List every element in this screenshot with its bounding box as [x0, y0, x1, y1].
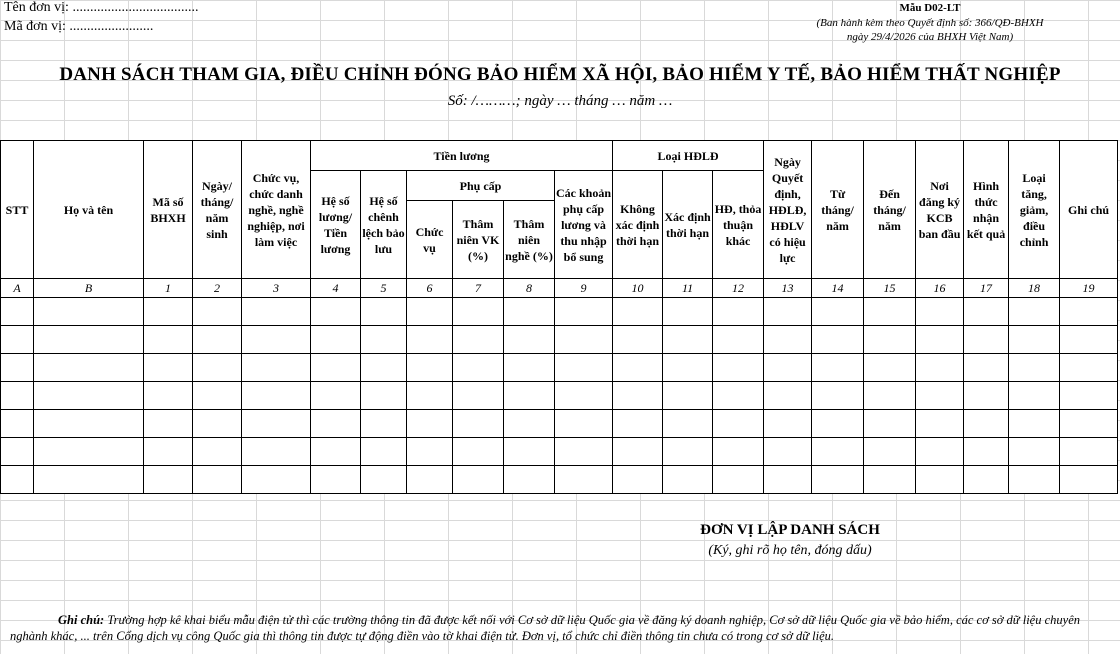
table-cell[interactable]	[613, 326, 663, 354]
header-social-insurance-number: Mã số BHXH	[144, 141, 193, 279]
table-cell[interactable]	[663, 466, 713, 494]
table-cell[interactable]	[144, 298, 193, 326]
table-cell[interactable]	[864, 382, 916, 410]
table-cell[interactable]	[34, 382, 144, 410]
table-cell[interactable]	[916, 438, 964, 466]
table-cell[interactable]	[916, 466, 964, 494]
column-number: 2	[193, 279, 242, 298]
column-number: 14	[812, 279, 864, 298]
table-cell[interactable]	[504, 438, 555, 466]
column-number: 15	[864, 279, 916, 298]
table-cell[interactable]	[193, 326, 242, 354]
header-allowance-group: Phụ cấp	[407, 171, 555, 201]
table-cell[interactable]	[663, 354, 713, 382]
table-row	[1, 382, 1118, 410]
footnote-text: Trường hợp kê khai biểu mẫu điện tử thì các trường thông tin đã được kết nối với Cơ sở dữ liệu Quốc gia về đăng ký doanh nghiệp, Cơ sở dữ liệu Quốc gia về bảo hiểm, các cơ sở dữ liệu chuyên nghành khác, ... trên Cổng dịch vụ công Quốc gia thì thông tin được tự động điền vào tờ khai điện tử. Đơn vị, tổ chức chỉ điền thông tin chưa có trong cơ sở dữ liệu.	[10, 613, 1080, 643]
column-number: 7	[453, 279, 504, 298]
table-cell[interactable]	[361, 298, 407, 326]
header-allowance-seniority-vk: Thâm niên VK (%)	[453, 201, 504, 279]
table-cell[interactable]	[453, 354, 504, 382]
table-cell[interactable]	[613, 382, 663, 410]
table-cell[interactable]	[663, 382, 713, 410]
table-cell[interactable]	[34, 410, 144, 438]
table-cell[interactable]	[1060, 326, 1118, 354]
table-cell[interactable]	[407, 410, 453, 438]
table-cell[interactable]	[663, 410, 713, 438]
table-cell[interactable]	[242, 438, 311, 466]
header-date-of-birth: Ngày/ tháng/ năm sinh	[193, 141, 242, 279]
header-stt: STT	[1, 141, 34, 279]
form-code: Mẫu D02-LT	[899, 2, 961, 14]
table-cell[interactable]	[1009, 354, 1060, 382]
table-cell[interactable]	[193, 298, 242, 326]
table-cell[interactable]	[812, 326, 864, 354]
table-cell[interactable]	[311, 466, 361, 494]
issued-by-line-2: ngày 29/4/2026 của BHXH Việt Nam)	[846, 31, 1014, 43]
table-cell[interactable]	[713, 298, 764, 326]
table-cell[interactable]	[764, 382, 812, 410]
table-cell[interactable]	[242, 382, 311, 410]
table-cell[interactable]	[555, 354, 613, 382]
table-cell[interactable]	[964, 298, 1009, 326]
table-cell[interactable]	[34, 326, 144, 354]
table-cell[interactable]	[144, 466, 193, 494]
table-cell[interactable]	[361, 410, 407, 438]
table-cell[interactable]	[361, 354, 407, 382]
header-definite-term: Xác định thời hạn	[663, 171, 713, 279]
table-cell[interactable]	[964, 466, 1009, 494]
table-cell[interactable]	[453, 410, 504, 438]
table-cell[interactable]	[1060, 298, 1118, 326]
table-cell[interactable]	[504, 326, 555, 354]
table-cell[interactable]	[1, 410, 34, 438]
table-cell[interactable]	[916, 354, 964, 382]
participant-table	[0, 140, 1118, 494]
table-cell[interactable]	[713, 354, 764, 382]
table-cell[interactable]	[407, 298, 453, 326]
table-cell[interactable]	[764, 410, 812, 438]
table-cell[interactable]	[864, 298, 916, 326]
table-cell[interactable]	[453, 298, 504, 326]
table-cell[interactable]	[1060, 382, 1118, 410]
table-cell[interactable]	[812, 410, 864, 438]
table-cell[interactable]	[764, 326, 812, 354]
table-cell[interactable]	[663, 326, 713, 354]
column-number: 13	[764, 279, 812, 298]
table-cell[interactable]	[311, 382, 361, 410]
table-cell[interactable]	[964, 382, 1009, 410]
table-cell[interactable]	[1009, 438, 1060, 466]
table-cell[interactable]	[242, 410, 311, 438]
table-cell[interactable]	[34, 466, 144, 494]
table-cell[interactable]	[812, 466, 864, 494]
table-cell[interactable]	[964, 410, 1009, 438]
document-title: DANH SÁCH THAM GIA, ĐIỀU CHỈNH ĐÓNG BẢO HIỂM XÃ HỘI, BẢO HIỂM Y TẾ, BẢO HIỂM THẤT NGHIỆP	[59, 64, 1061, 85]
table-cell[interactable]	[713, 326, 764, 354]
table-cell[interactable]	[407, 326, 453, 354]
table-cell[interactable]	[812, 438, 864, 466]
table-cell[interactable]	[1060, 410, 1118, 438]
column-number: B	[34, 279, 144, 298]
table-cell[interactable]	[193, 410, 242, 438]
header-healthcare-registration: Nơi đăng ký KCB ban đầu	[916, 141, 964, 279]
table-cell[interactable]	[812, 354, 864, 382]
table-cell[interactable]	[663, 298, 713, 326]
table-cell[interactable]	[916, 326, 964, 354]
table-cell[interactable]	[311, 438, 361, 466]
table-row	[1, 466, 1118, 494]
header-salary-coefficient: Hệ số lương/ Tiền lương	[311, 171, 361, 279]
table-row	[1, 410, 1118, 438]
table-cell[interactable]	[504, 410, 555, 438]
table-cell[interactable]	[1009, 298, 1060, 326]
table-cell[interactable]	[193, 466, 242, 494]
table-cell[interactable]	[555, 438, 613, 466]
table-cell[interactable]	[1, 382, 34, 410]
table-cell[interactable]	[1009, 382, 1060, 410]
header-indefinite-term: Không xác định thời hạn	[613, 171, 663, 279]
column-number: 12	[713, 279, 764, 298]
table-cell[interactable]	[407, 382, 453, 410]
footnote	[10, 612, 1118, 644]
table-cell[interactable]	[613, 438, 663, 466]
table-cell[interactable]	[916, 298, 964, 326]
table-cell[interactable]	[144, 438, 193, 466]
table-cell[interactable]	[1060, 438, 1118, 466]
table-cell[interactable]	[504, 298, 555, 326]
header-salary-group: Tiền lương	[311, 141, 613, 171]
table-cell[interactable]	[864, 354, 916, 382]
table-cell[interactable]	[144, 382, 193, 410]
unit-code-line: Mã đơn vị: ........................	[4, 19, 154, 34]
table-cell[interactable]	[1, 326, 34, 354]
table-cell[interactable]	[193, 438, 242, 466]
table-cell[interactable]	[864, 438, 916, 466]
table-cell[interactable]	[311, 298, 361, 326]
table-cell[interactable]	[1009, 410, 1060, 438]
table-cell[interactable]	[1009, 326, 1060, 354]
unit-name-line: Tên đơn vị: ....................................	[4, 0, 199, 15]
table-cell[interactable]	[1, 298, 34, 326]
header-adjustment-type: Loại tăng, giảm, điều chỉnh	[1009, 141, 1060, 279]
table-cell[interactable]	[764, 466, 812, 494]
table-cell[interactable]	[453, 326, 504, 354]
table-cell[interactable]	[613, 466, 663, 494]
table-cell[interactable]	[713, 438, 764, 466]
header-from-month: Từ tháng/ năm	[812, 141, 864, 279]
column-number: A	[1, 279, 34, 298]
header-contract-type-group: Loại HĐLĐ	[613, 141, 764, 171]
table-cell[interactable]	[864, 326, 916, 354]
table-cell[interactable]	[713, 410, 764, 438]
table-cell[interactable]	[144, 354, 193, 382]
table-cell[interactable]	[1, 438, 34, 466]
header-other-contract: HĐ, thỏa thuận khác	[713, 171, 764, 279]
column-number: 4	[311, 279, 361, 298]
table-cell[interactable]	[361, 438, 407, 466]
table-cell[interactable]	[764, 438, 812, 466]
footnote-label: Ghi chú:	[58, 613, 105, 627]
table-cell[interactable]	[242, 326, 311, 354]
table-cell[interactable]	[812, 298, 864, 326]
table-cell[interactable]	[34, 298, 144, 326]
table-cell[interactable]	[555, 466, 613, 494]
column-number: 8	[504, 279, 555, 298]
table-cell[interactable]	[1, 354, 34, 382]
table-cell[interactable]	[242, 466, 311, 494]
table-cell[interactable]	[242, 354, 311, 382]
column-number: 1	[144, 279, 193, 298]
table-cell[interactable]	[713, 382, 764, 410]
table-row	[1, 354, 1118, 382]
column-number-row	[1, 279, 1118, 298]
table-cell[interactable]	[864, 410, 916, 438]
issued-by-line-1: (Ban hành kèm theo Quyết định số: 366/QĐ-BHXH	[816, 17, 1044, 29]
table-cell[interactable]	[1, 466, 34, 494]
column-number: 19	[1060, 279, 1118, 298]
table-cell[interactable]	[916, 382, 964, 410]
table-cell[interactable]	[34, 438, 144, 466]
table-cell[interactable]	[555, 410, 613, 438]
table-cell[interactable]	[453, 382, 504, 410]
header-to-month: Đến tháng/ năm	[864, 141, 916, 279]
column-number: 9	[555, 279, 613, 298]
column-number: 16	[916, 279, 964, 298]
header-position: Chức vụ, chức danh nghề, nghề nghiệp, nơi làm việc	[242, 141, 311, 279]
table-cell[interactable]	[555, 298, 613, 326]
table-cell[interactable]	[504, 354, 555, 382]
table-cell[interactable]	[555, 326, 613, 354]
table-cell[interactable]	[453, 438, 504, 466]
column-number: 5	[361, 279, 407, 298]
table-cell[interactable]	[407, 354, 453, 382]
table-cell[interactable]	[764, 298, 812, 326]
column-number: 6	[407, 279, 453, 298]
document-number-date: Số: /………; ngày … tháng … năm …	[447, 93, 673, 109]
column-number: 18	[1009, 279, 1060, 298]
table-cell[interactable]	[193, 354, 242, 382]
header-reserved-difference: Hệ số chênh lệch bảo lưu	[361, 171, 407, 279]
table-cell[interactable]	[864, 466, 916, 494]
table-cell[interactable]	[964, 354, 1009, 382]
header-result-delivery: Hình thức nhận kết quả	[964, 141, 1009, 279]
header-decision-date: Ngày Quyết định, HĐLĐ, HĐLV có hiệu lực	[764, 141, 812, 279]
table-cell[interactable]	[407, 466, 453, 494]
table-cell[interactable]	[361, 326, 407, 354]
table-cell[interactable]	[361, 382, 407, 410]
column-number: 10	[613, 279, 663, 298]
header-other-allowances: Các khoản phụ cấp lương và thu nhập bổ sung	[555, 171, 613, 279]
header-notes: Ghi chú	[1060, 141, 1118, 279]
table-cell[interactable]	[242, 298, 311, 326]
table-cell[interactable]	[144, 326, 193, 354]
table-cell[interactable]	[453, 466, 504, 494]
table-cell[interactable]	[916, 410, 964, 438]
table-row	[1, 326, 1118, 354]
column-number: 3	[242, 279, 311, 298]
table-cell[interactable]	[1060, 354, 1118, 382]
signature-instruction: (Ký, ghi rõ họ tên, đóng dấu)	[708, 543, 872, 558]
header-allowance-seniority-profession: Thâm niên nghề (%)	[504, 201, 555, 279]
table-cell[interactable]	[311, 410, 361, 438]
table-cell[interactable]	[613, 354, 663, 382]
signature-title: ĐƠN VỊ LẬP DANH SÁCH	[700, 522, 880, 538]
table-cell[interactable]	[613, 410, 663, 438]
table-cell[interactable]	[812, 382, 864, 410]
column-number: 17	[964, 279, 1009, 298]
table-cell[interactable]	[1009, 466, 1060, 494]
header-full-name: Họ và tên	[34, 141, 144, 279]
table-cell[interactable]	[964, 438, 1009, 466]
column-number: 11	[663, 279, 713, 298]
table-cell[interactable]	[311, 326, 361, 354]
table-cell[interactable]	[144, 410, 193, 438]
table-cell[interactable]	[504, 466, 555, 494]
table-cell[interactable]	[663, 438, 713, 466]
table-row	[1, 298, 1118, 326]
table-cell[interactable]	[361, 466, 407, 494]
table-cell[interactable]	[34, 354, 144, 382]
table-cell[interactable]	[964, 326, 1009, 354]
table-cell[interactable]	[407, 438, 453, 466]
table-cell[interactable]	[311, 354, 361, 382]
header-allowance-position: Chức vụ	[407, 201, 453, 279]
table-cell[interactable]	[764, 354, 812, 382]
table-cell[interactable]	[504, 382, 555, 410]
table-cell[interactable]	[1060, 466, 1118, 494]
table-cell[interactable]	[613, 298, 663, 326]
table-cell[interactable]	[193, 382, 242, 410]
table-cell[interactable]	[713, 466, 764, 494]
table-cell[interactable]	[555, 382, 613, 410]
table-row	[1, 438, 1118, 466]
